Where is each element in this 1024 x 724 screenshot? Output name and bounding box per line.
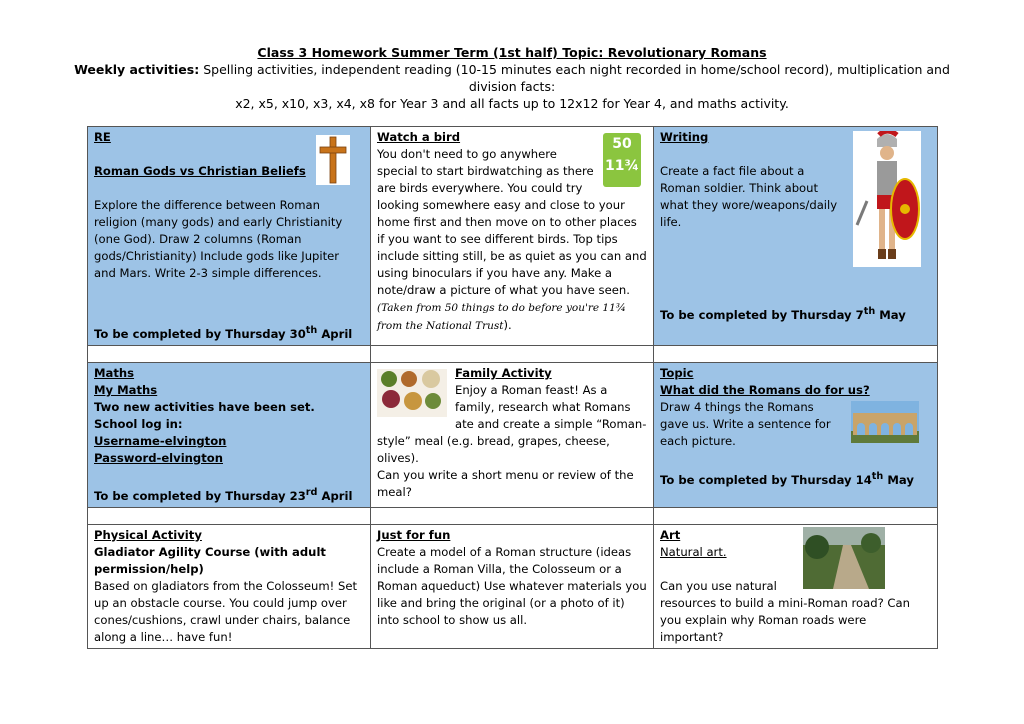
art-subheading: Natural art. [660, 544, 727, 559]
weekly-text: Spelling activities, independent reading (10-15 minutes each night recorded in home/school record), multiplication and division facts: [203, 62, 950, 94]
maths-username: Username-elvington [94, 433, 227, 448]
art-body: Can you use natural resources to build a mini-Roman road? Can you explain why Roman roads were important? [660, 578, 910, 644]
page-title: Class 3 Homework Summer Term (1st half) Topic: Revolutionary Romans [257, 45, 767, 60]
writing-due: To be completed by Thursday 7th May [660, 306, 906, 322]
pe-cell [88, 524, 371, 648]
cross-icon [316, 135, 350, 185]
roman-road-icon [803, 527, 885, 589]
family-question: Can you write a short menu or review of the meal? [377, 467, 634, 499]
topic-due: To be completed by Thursday 14th May [660, 470, 914, 487]
re-due: To be completed by Thursday 30th April [94, 325, 353, 341]
bird-source: (Taken from 50 things to do before you're 11¾ from the National Trust). [377, 302, 626, 332]
aqueduct-icon [851, 401, 919, 443]
art-heading: Art [660, 527, 681, 542]
pe-subheading: Gladiator Agility Course (with adult permission/help) [94, 544, 326, 576]
writing-heading: Writing [660, 130, 709, 144]
bird-heading: Watch a bird [377, 130, 461, 144]
maths-line1: Two new activities have been set. [94, 399, 315, 414]
bird-cell [371, 127, 654, 346]
family-heading-row: Family Activity [455, 365, 552, 380]
maths-subheading: My Maths [94, 382, 158, 397]
re-subheading: Roman Gods vs Christian Beliefs [94, 164, 306, 178]
maths-due: To be completed by Thursday 23rd April [94, 486, 353, 503]
national-trust-badge-icon: 50 11¾ [603, 133, 641, 187]
facts-text: x2, x5, x10, x3, x4, x8 for Year 3 and all facts up to 12x12 for Year 4, and maths activity. [235, 96, 789, 111]
page-header [60, 44, 964, 112]
fun-body: Create a model of a Roman structure (ideas include a Roman Villa, the Colosseum or a Roman aqueduct) Use whatever materials you like and bring the original (or a photo of it) into school to show us all. [377, 544, 647, 627]
family-body: Enjoy a Roman feast! As a family, research what Romans ate and create a simple “Roman-style” meal (e.g. bread, grapes, cheese, olives). [377, 382, 647, 465]
maths-password: Password-elvington [94, 450, 223, 465]
roman-soldier-icon [853, 131, 921, 267]
homework-grid [87, 126, 938, 649]
re-cell [88, 127, 371, 346]
topic-subheading: What did the Romans do for us? [660, 382, 870, 397]
fun-heading: Just for fun [377, 527, 451, 542]
topic-body: Draw 4 things the Romans gave us. Write a sentence for each picture. [660, 399, 831, 448]
re-heading: RE [94, 130, 111, 144]
maths-cell [88, 362, 371, 507]
weekly-activities [60, 61, 964, 95]
maths-line2: School log in: [94, 416, 183, 431]
pe-body: Based on gladiators from the Colosseum! Set up an obstacle course. You could jump over cones/cushions, crawl under chairs, balance along a line… have fun! [94, 578, 358, 644]
topic-heading: Topic [660, 365, 694, 380]
art-cell [654, 524, 938, 648]
family-cell [371, 362, 654, 507]
roman-feast-icon [377, 369, 447, 417]
fun-cell [371, 524, 654, 648]
bird-body: You don't need to go anywhere special to start birdwatching as there are birds everywhere. You could try looking somewhere easy and close to your home first and then move on to other places if you want to see different birds. Top tips include sitting still, be as quiet as you can and using binoculars if you have any. Make a note/draw a picture of what you have seen. [377, 147, 647, 297]
re-body: Explore the difference between Roman religion (many gods) and early Christianity (one God). Draw 2 columns (Roman gods/Christianity) Include gods like Jupiter and Mars. Write 2-3 simple differences. [94, 198, 343, 280]
topic-cell [654, 362, 938, 507]
weekly-label: Weekly activities: [74, 62, 200, 77]
writing-cell [654, 127, 938, 346]
pe-heading: Physical Activity [94, 527, 202, 542]
maths-heading: Maths [94, 365, 135, 380]
writing-body: Create a fact file about a Roman soldier. Think about what they wore/weapons/daily life. [660, 164, 838, 229]
